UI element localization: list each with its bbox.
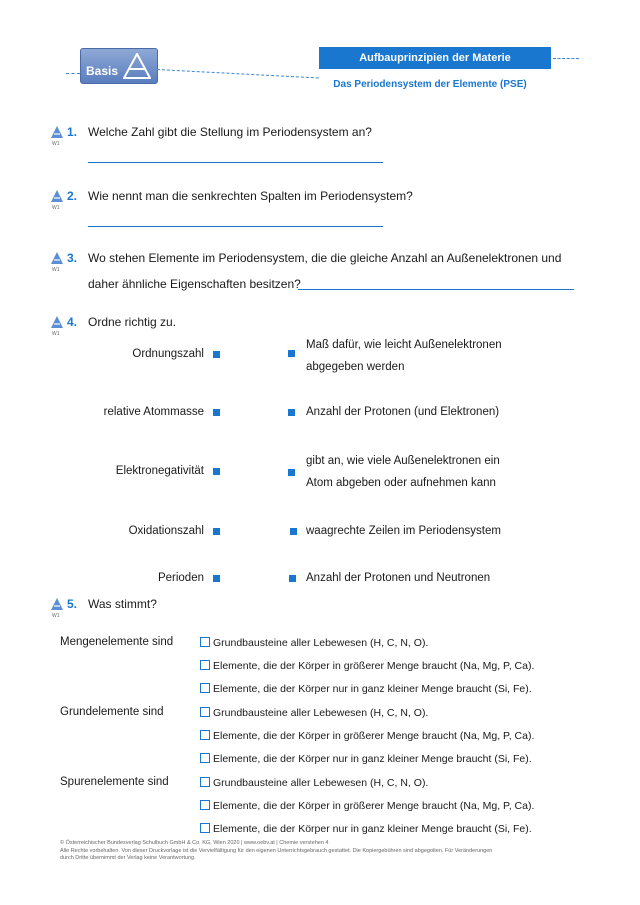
answer-line[interactable] — [88, 162, 383, 163]
match-right-line2: abgegeben werden — [306, 361, 405, 373]
match-right-point[interactable] — [288, 409, 295, 416]
copyright-footer — [60, 840, 580, 863]
match-right-line2: Atom abgeben oder aufnehmen kann — [306, 477, 496, 489]
footer-line: © Österreichischer Bundesverlag Schulbuch GmbH & Co. KG, Wien 2020 | www.oebv.at | Chemie verstehen 4 — [60, 840, 329, 846]
match-right-line1: gibt an, wie viele Außenelektronen ein — [306, 455, 500, 467]
question-number: 4. — [67, 315, 78, 329]
option-text: Grundbausteine aller Lebewesen (H, C, N, O). — [213, 637, 429, 649]
answer-line[interactable] — [88, 226, 383, 227]
match-right-line1: Anzahl der Protonen und Neutronen — [306, 572, 491, 584]
question-text: Ordne richtig zu. — [88, 315, 177, 329]
match-right-item — [306, 450, 500, 494]
option-text: Elemente, die der Körper nur in ganz kleiner Menge braucht (Si, Fe). — [213, 753, 532, 765]
answer-line[interactable] — [298, 289, 574, 290]
question-number: 3. — [67, 251, 78, 265]
category-label: Mengenelemente sind — [60, 636, 174, 648]
logo-label: Basis — [86, 64, 119, 78]
option-text: Elemente, die der Körper in größerer Menge braucht (Na, Mg, P, Ca). — [213, 660, 535, 672]
match-left-item: Ordnungszahl — [132, 348, 204, 360]
match-left-item: Perioden — [157, 572, 204, 584]
match-left-point[interactable] — [213, 468, 220, 475]
match-left-point[interactable] — [213, 575, 220, 582]
level-pyramid-icon — [50, 251, 64, 265]
checkbox[interactable] — [200, 683, 210, 693]
level-pyramid-icon — [50, 125, 64, 139]
match-left-item: Elektronegativität — [115, 465, 204, 477]
footer-line: durch Dritte übernimmt der Verlag keine Verantwortung. — [60, 855, 196, 861]
question-number: 2. — [67, 189, 78, 203]
checkbox-option[interactable] — [200, 777, 428, 789]
match-right-point[interactable] — [289, 575, 296, 582]
question-text-line1: Wo stehen Elemente im Periodensystem, die die gleiche Anzahl an Außenelektronen und — [88, 251, 562, 265]
question-text-line2: daher ähnliche Eigenschaften besitzen? — [88, 277, 301, 291]
checkbox[interactable] — [200, 823, 210, 833]
match-right-line1: waagrechte Zeilen im Periodensystem — [306, 525, 501, 537]
header-dashed-line-left — [66, 73, 80, 74]
basis-logo — [80, 48, 158, 84]
checkbox-option[interactable] — [200, 730, 534, 742]
level-pyramid-icon — [50, 315, 64, 329]
header-dashed-line-right — [553, 58, 579, 59]
footer-line: Alle Rechte vorbehalten. Von dieser Druckvorlage ist die Vervielfältigung für den eigenen Unterrichtsgebrauch gestattet. Die Kopiergebühren sind abgegolten. Für Veränderungen — [60, 847, 493, 854]
question-text: Was stimmt? — [88, 597, 157, 611]
checkbox[interactable] — [200, 753, 210, 763]
checkbox-option[interactable] — [200, 637, 428, 649]
option-text: Elemente, die der Körper in größerer Menge braucht (Na, Mg, P, Ca). — [213, 730, 535, 742]
option-text: Grundbausteine aller Lebewesen (H, C, N, O). — [213, 777, 429, 789]
level-label: W1 — [52, 331, 60, 337]
match-left-point[interactable] — [213, 409, 220, 416]
checkbox-option[interactable] — [200, 707, 428, 719]
match-right-item — [306, 520, 501, 542]
match-right-point[interactable] — [290, 528, 297, 535]
checkbox[interactable] — [200, 637, 210, 647]
section-title: Aufbauprinzipien der Materie — [319, 47, 551, 69]
level-pyramid-icon — [50, 597, 64, 611]
option-text: Elemente, die der Körper nur in ganz kleiner Menge braucht (Si, Fe). — [213, 823, 532, 835]
level-label: W1 — [52, 141, 60, 147]
checkbox[interactable] — [200, 777, 210, 787]
category-label: Spurenelemente sind — [60, 776, 169, 788]
checkbox[interactable] — [200, 660, 210, 670]
option-text: Elemente, die der Körper in größerer Menge braucht (Na, Mg, P, Ca). — [213, 800, 535, 812]
checkbox-option[interactable] — [200, 823, 532, 835]
checkbox[interactable] — [200, 730, 210, 740]
match-right-item — [306, 567, 490, 589]
page-subtitle: Das Periodensystem der Elemente (PSE) — [333, 79, 527, 90]
level-label: W1 — [52, 205, 60, 211]
level-label: W1 — [52, 613, 60, 619]
checkbox-option[interactable] — [200, 683, 532, 695]
match-left-item: relative Atommasse — [103, 406, 204, 418]
option-text: Grundbausteine aller Lebewesen (H, C, N, O). — [213, 707, 429, 719]
checkbox[interactable] — [200, 800, 210, 810]
match-right-line1: Maß dafür, wie leicht Außenelektronen — [306, 339, 502, 351]
match-right-item — [306, 334, 502, 378]
checkbox-option[interactable] — [200, 800, 534, 812]
checkbox[interactable] — [200, 707, 210, 717]
match-right-item — [306, 401, 499, 423]
question-number: 1. — [67, 125, 78, 139]
question-text: Welche Zahl gibt die Stellung im Periodensystem an? — [88, 125, 372, 139]
header-dashed-line-mid — [157, 69, 319, 78]
level-pyramid-icon — [50, 189, 64, 203]
match-right-point[interactable] — [288, 469, 295, 476]
match-left-point[interactable] — [213, 528, 220, 535]
level-label: W1 — [52, 267, 60, 273]
match-right-line1: Anzahl der Protonen (und Elektronen) — [306, 406, 500, 418]
category-label: Grundelemente sind — [60, 706, 164, 718]
checkbox-option[interactable] — [200, 660, 534, 672]
question-text: Wie nennt man die senkrechten Spalten im Periodensystem? — [88, 189, 413, 203]
pyramid-icon — [123, 53, 151, 79]
match-left-point[interactable] — [213, 351, 220, 358]
checkbox-option[interactable] — [200, 753, 532, 765]
question-number: 5. — [67, 597, 78, 611]
match-left-item: Oxidationszahl — [128, 525, 204, 537]
option-text: Elemente, die der Körper nur in ganz kleiner Menge braucht (Si, Fe). — [213, 683, 532, 695]
match-right-point[interactable] — [288, 350, 295, 357]
